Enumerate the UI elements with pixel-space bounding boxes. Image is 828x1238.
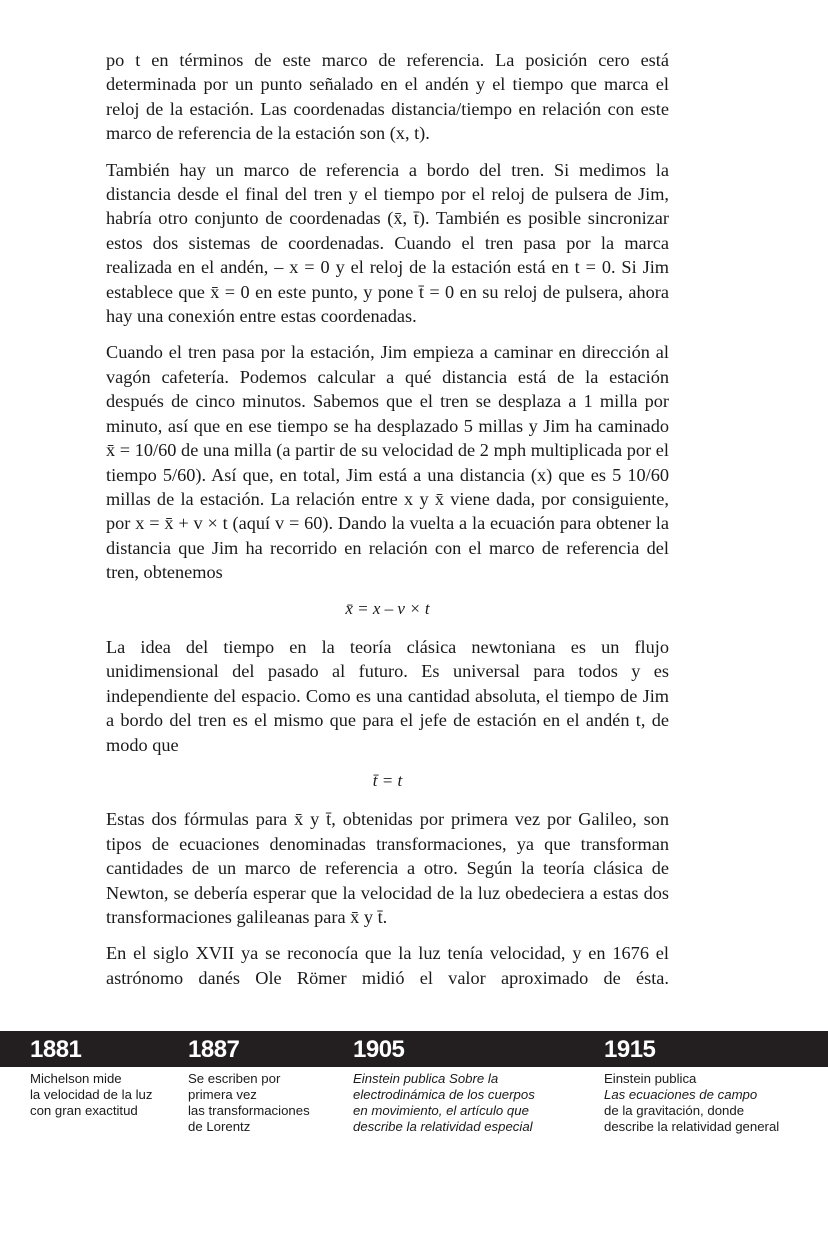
body-text <box>106 48 669 1002</box>
timeline-line: describe la relatividad especial <box>353 1119 533 1134</box>
equation: t̄ = t <box>372 770 403 790</box>
timeline-line: Se escriben por <box>188 1071 281 1086</box>
timeline-bar <box>0 1031 828 1067</box>
timeline-line: en movimiento, el artículo que <box>353 1103 529 1118</box>
timeline-line: de la gravitación, donde <box>604 1103 745 1118</box>
timeline-line: Las ecuaciones de campo <box>604 1087 758 1102</box>
timeline-line: Michelson mide <box>30 1071 122 1086</box>
paragraph: En el siglo XVII ya se reconocía que la luz tenía velocidad, y en 1676 el astrónomo danés Ole Römer midió el valor aproximado de ésta. <box>106 943 669 988</box>
timeline-description <box>188 1071 310 1135</box>
timeline-year: 1887 <box>188 1036 240 1063</box>
paragraph: La idea del tiempo en la teoría clásica newtoniana es un flujo unidimensional del pasado al futuro. Es universal para todos y es independiente del espacio. Como es una cantidad absoluta, el tiempo de Jim a bordo del tren es el mismo que para el jefe de estación en el andén t, de modo que <box>106 636 669 755</box>
timeline-description <box>353 1071 535 1135</box>
timeline-line: describe la relatividad general <box>604 1119 780 1134</box>
timeline-line: la velocidad de la luz <box>30 1087 153 1102</box>
timeline-line: primera vez <box>188 1087 257 1102</box>
timeline-line: Einstein publica <box>604 1071 697 1086</box>
paragraph: Cuando el tren pasa por la estación, Jim empieza a caminar en dirección al vagón cafetería. Podemos calcular a qué distancia está de la estación después de cinco minutos. Sabemos que el tren se desplaza a 1 milla por minuto, así que en ese tiempo se ha desplazado 5 millas y Jim ha caminado x̄ = 10/60 de una milla (a partir de su velocidad de 2 mph multiplicada por el tiempo 5/60). Así que, en total, Jim está a una distancia (x) que es 5 10/60 millas de la estación. La relación entre x y x̄ viene dada, por consiguiente, por x = x̄ + v × t (aquí v = 60). Dando la vuelta a la ecuación para obtener la distancia que Jim ha recorrido en relación con el marco de referencia del tren, obtenemos <box>106 342 669 583</box>
timeline-line: de Lorentz <box>188 1119 251 1134</box>
timeline-line: las transformaciones <box>188 1103 310 1118</box>
timeline-year: 1881 <box>30 1036 82 1063</box>
timeline-year: 1915 <box>604 1036 656 1063</box>
paragraph: También hay un marco de referencia a bordo del tren. Si medimos la distancia desde el final del tren y el tiempo por el reloj de pulsera de Jim, habría otro conjunto de coordenadas (x̄, t̄). También es posible sincronizar estos dos sistemas de coordenadas. Cuando el tren pasa por la marca realizada en el andén, – x = 0 y el reloj de la estación está en t = 0. Si Jim establece que x̄ = 0 en este punto, y pone t̄ = 0 en su reloj de pulsera, ahora hay una conexión entre estas coordenadas. <box>106 159 669 327</box>
paragraph: Estas dos fórmulas para x̄ y t̄, obtenidas por primera vez por Galileo, son tipos de ecuaciones denominadas transformaciones, ya que transforman cantidades de un marco de referencia a otro. Según la teoría clásica de Newton, se debería esperar que la velocidad de la luz obedeciera a estas dos transformaciones galileanas para x̄ y t̄. <box>106 809 669 927</box>
paragraph: po t en términos de este marco de referencia. La posición cero está determinada por un punto señalado en el andén y el tiempo que marca el reloj de la estación. Las coordenadas distancia/tiempo en relación con este marco de referencia de la estación son (x, t). <box>106 50 669 144</box>
timeline-line: con gran exactitud <box>30 1103 138 1118</box>
timeline-description <box>604 1071 779 1135</box>
timeline-year: 1905 <box>353 1036 405 1063</box>
equation: x̄ = x – v × t <box>345 598 430 618</box>
timeline-description <box>30 1071 152 1119</box>
timeline <box>0 1031 828 1141</box>
timeline-line: Einstein publica Sobre la <box>353 1071 499 1086</box>
timeline-line: electrodinámica de los cuerpos <box>353 1087 535 1102</box>
